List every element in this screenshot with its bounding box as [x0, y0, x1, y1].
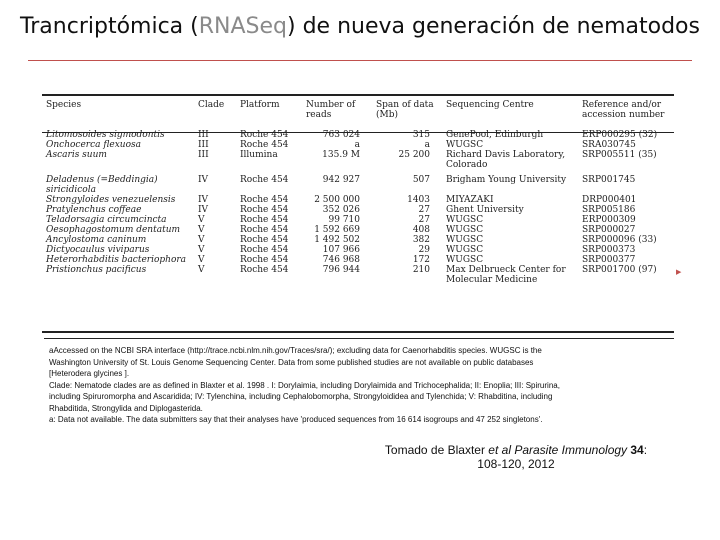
- cell-reads: 107 966: [322, 245, 360, 255]
- cell-span: 27: [418, 215, 430, 225]
- cell-clade: V: [198, 265, 205, 275]
- cell-platform: [236, 275, 302, 285]
- table-row: [42, 225, 674, 235]
- cell-reads: 1 592 669: [314, 225, 360, 235]
- cell-span: 1403: [407, 195, 430, 205]
- title-accent: RNASeq: [198, 14, 287, 39]
- cell-clade: [194, 160, 236, 170]
- cell-reads: 1 492 502: [314, 235, 360, 245]
- cell-species: Onchocerca flexuosa: [46, 140, 141, 150]
- cell-centre: WUGSC: [446, 245, 484, 255]
- cell-reads: [302, 185, 372, 195]
- cell-platform: Roche 454: [240, 205, 289, 215]
- cell-reads: 796 944: [322, 265, 360, 275]
- cell-reference: SRP001745: [582, 175, 636, 185]
- table-row: [42, 255, 674, 265]
- cell-species: Teladorsagia circumcincta: [46, 215, 167, 225]
- cell-platform: Roche 454: [240, 255, 289, 265]
- cell-centre: Brigham Young University: [446, 175, 567, 185]
- cell-platform: Roche 454: [240, 215, 289, 225]
- cell-reference: [578, 185, 674, 195]
- cell-clade: IV: [198, 205, 209, 215]
- footnote-line: [Heterodera glycines ].: [49, 369, 130, 378]
- cell-clade: [194, 185, 236, 195]
- cell-platform: Roche 454: [240, 235, 289, 245]
- cell-reference: SRP005186: [582, 205, 636, 215]
- cell-span: 408: [412, 225, 430, 235]
- notes-divider: [44, 338, 674, 339]
- title-divider: [28, 60, 692, 61]
- table-row: [42, 195, 674, 205]
- cell-centre: WUGSC: [446, 225, 484, 235]
- cell-reference: SRP000373: [582, 245, 636, 255]
- cell-reads: 746 968: [322, 255, 360, 265]
- table-row: [42, 160, 674, 170]
- col-species: Species: [46, 100, 82, 110]
- table-row: [42, 275, 674, 285]
- cell-centre: Molecular Medicine: [446, 275, 538, 285]
- cell-platform: Illumina: [240, 150, 278, 160]
- cell-reference: [578, 160, 674, 170]
- table-row: [42, 205, 674, 215]
- cell-platform: Roche 454: [240, 140, 289, 150]
- col-span: Span of data (Mb): [376, 100, 434, 120]
- cell-reference: [578, 275, 674, 285]
- cell-clade: V: [198, 245, 205, 255]
- table-bottom-rule: [42, 331, 674, 333]
- table-top-rule: [42, 94, 674, 96]
- sequencing-table: [42, 100, 674, 285]
- title-prefix: Trancriptómica (: [20, 14, 199, 39]
- cell-reference: SRP001700 (97): [582, 265, 657, 275]
- footnote-line: Clade: Nematode clades are as defined in Blaxter et al. 1998 . I: Dorylaimia, including Dorylaimida and Trichocephalida; II: Enoplia; III: Spirurina,: [49, 380, 560, 390]
- footnote-line: Washington University of St. Louis Genome Sequencing Center. Data from some published studies are not available on public databases: [49, 357, 534, 367]
- cell-reference: SRP000377: [582, 255, 636, 265]
- cell-species: Oesophagostomum dentatum: [46, 225, 181, 235]
- cell-platform: Roche 454: [240, 225, 289, 235]
- arrow-marker: ▶: [676, 268, 682, 276]
- cell-clade: V: [198, 235, 205, 245]
- table-row: [42, 130, 674, 140]
- cell-span: 210: [412, 265, 430, 275]
- cell-centre: Colorado: [446, 160, 488, 170]
- table-row: [42, 150, 674, 160]
- cell-species: Ancylostoma caninum: [46, 235, 147, 245]
- cell-centre: Max Delbrueck Center for: [446, 265, 566, 275]
- table-row: [42, 170, 674, 185]
- slide-title: [0, 14, 720, 39]
- cell-centre: [442, 185, 578, 195]
- source-citation: Tomado de Blaxter et al Parasite Immunology 34: 108-120, 2012: [384, 443, 648, 471]
- cell-reads: 763 024: [322, 130, 360, 140]
- table-header-row: [42, 100, 674, 130]
- cell-species: [42, 275, 194, 285]
- cell-span: 27: [418, 205, 430, 215]
- cell-clade: IV: [198, 175, 209, 185]
- cell-platform: Roche 454: [240, 175, 289, 185]
- data-table-figure: [42, 94, 674, 334]
- cell-centre: MIYAZAKI: [446, 195, 494, 205]
- cell-platform: Roche 454: [240, 245, 289, 255]
- cell-reads: [302, 160, 372, 170]
- footnote-line: aAccessed on the NCBI SRA interface (http://trace.ncbi.nlm.nih.gov/Traces/sra/); excluding data for Caenorhabditis species. WUGSC is the: [49, 346, 542, 355]
- cell-reads: a: [354, 140, 360, 150]
- footnote-line: including Spiruromorpha and Ascaridida; IV: Tylenchina, including Cephalobomorpha, Strongyloididea and Tylenchida; V: Rhabditina, including: [49, 392, 553, 401]
- table-row: [42, 215, 674, 225]
- cell-clade: III: [198, 150, 209, 160]
- cell-span: a: [424, 140, 430, 150]
- col-reads: Number of reads: [306, 100, 356, 120]
- cell-span: 25 200: [398, 150, 430, 160]
- cell-span: 315: [412, 130, 430, 140]
- cell-span: 507: [412, 175, 430, 185]
- cell-centre: WUGSC: [446, 235, 484, 245]
- col-platform: Platform: [240, 100, 280, 110]
- cell-span: [372, 160, 442, 170]
- cell-reads: 99 710: [328, 215, 360, 225]
- cell-centre: GenePool, Edinburgh: [446, 130, 544, 140]
- cell-reads: [302, 275, 372, 285]
- cell-span: [372, 275, 442, 285]
- table-row: [42, 185, 674, 195]
- col-reference: Reference and/or accession number: [582, 100, 665, 120]
- table-footnotes: [49, 345, 679, 426]
- cell-clade: [194, 275, 236, 285]
- cell-centre: WUGSC: [446, 140, 484, 150]
- cell-span: 382: [412, 235, 430, 245]
- col-clade: Clade: [198, 100, 225, 110]
- cell-centre: WUGSC: [446, 215, 484, 225]
- cell-platform: Roche 454: [240, 195, 289, 205]
- cell-clade: V: [198, 215, 205, 225]
- table-row: [42, 265, 674, 275]
- table-row: [42, 245, 674, 255]
- cell-platform: [236, 160, 302, 170]
- cell-species: Strongyloides venezuelensis: [46, 195, 176, 205]
- cell-centre: Ghent University: [446, 205, 524, 215]
- cell-clade: IV: [198, 195, 209, 205]
- table-row: [42, 140, 674, 150]
- cell-clade: III: [198, 140, 209, 150]
- cell-reference: DRP000401: [582, 195, 637, 205]
- cell-reads: 942 927: [322, 175, 360, 185]
- footnote-line: Rhabditida, Strongylida and Diplogasterida.: [49, 403, 203, 413]
- cell-clade: V: [198, 255, 205, 265]
- cell-reference: ERP000309: [582, 215, 636, 225]
- title-suffix: ) de nueva generación de nematodos: [287, 14, 700, 39]
- cell-species: siricidicola: [46, 185, 96, 195]
- cell-reference: SRP000096 (33): [582, 235, 657, 245]
- cell-centre: Richard Davis Laboratory,: [446, 150, 566, 160]
- cell-reads: 2 500 000: [314, 195, 360, 205]
- cell-reference: SRA030745: [582, 140, 636, 150]
- cell-species: Litomosoides sigmodontis: [46, 130, 165, 140]
- footnote-line: a: Data not available. The data submitters say that their analyses have 'produced sequences from 16 614 isogroups and 47 252 singletons'.: [49, 415, 543, 424]
- cell-clade: III: [198, 130, 209, 140]
- cell-platform: Roche 454: [240, 265, 289, 275]
- cell-span: [372, 185, 442, 195]
- cell-species: Dictyocaulus viviparus: [46, 245, 150, 255]
- cell-species: Pratylenchus coffeae: [46, 205, 142, 215]
- cell-reads: 352 026: [322, 205, 360, 215]
- cell-clade: V: [198, 225, 205, 235]
- cell-span: 29: [418, 245, 430, 255]
- col-centre: Sequencing Centre: [446, 100, 534, 110]
- cell-platform: [236, 185, 302, 195]
- cell-platform: Roche 454: [240, 130, 289, 140]
- cell-span: 172: [412, 255, 430, 265]
- cell-centre: WUGSC: [446, 255, 484, 265]
- cell-species: Ascaris suum: [46, 150, 107, 160]
- cell-reads: 135.9 M: [322, 150, 360, 160]
- cell-species: [42, 160, 194, 170]
- cell-reference: SRP005511 (35): [582, 150, 657, 160]
- cell-reference: ERP000295 (32): [582, 130, 658, 140]
- cell-species: Heterorhabditis bacteriophora: [46, 255, 187, 265]
- cell-species: Pristionchus pacificus: [46, 265, 147, 275]
- table-row: [42, 235, 674, 245]
- cell-species: Deladenus (=Beddingia): [46, 175, 158, 185]
- cell-reference: SRP000027: [582, 225, 636, 235]
